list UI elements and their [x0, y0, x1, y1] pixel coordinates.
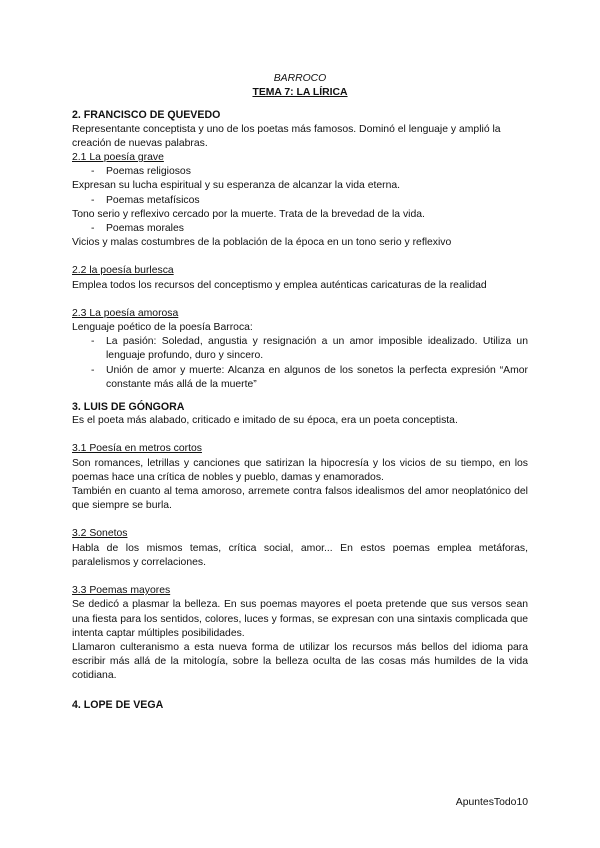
list-item: - Poemas metafísicos: [72, 194, 528, 208]
subsection-heading-grave: 2.1 La poesía grave: [72, 152, 164, 164]
morales-text: Vicios y malas costumbres de la población de la época en un tono serio y reflexivo: [72, 237, 452, 249]
page-subtitle: BARROCO: [273, 73, 327, 84]
cortos-text-2: También en cuanto al tema amoroso, arremete contra falsos idealismos del amor neoplatónico del que siempre se burla.: [72, 486, 528, 512]
amorosa-intro: Lenguaje poético de la poesía Barroca:: [72, 322, 253, 334]
grave-list-metafisicos: [72, 194, 528, 208]
subsection-heading-amorosa: 2.3 La poesía amorosa: [72, 307, 179, 319]
page-footer: ApuntesTodo10: [455, 797, 528, 808]
subsection-heading-sonetos: 3.2 Sonetos: [72, 528, 128, 540]
amorosa-list: [72, 335, 528, 392]
page-content: [72, 72, 528, 712]
religiosos-text: Expresan su lucha espiritual y su esperanza de alcanzar la vida eterna.: [72, 180, 401, 192]
sonetos-text: Habla de los mismos temas, crítica social, amor... En estos poemas emplea metáforas, paralelismos y correlaciones.: [72, 542, 528, 568]
list-item: - Poemas morales: [72, 222, 528, 236]
subsection-heading-mayores: 3.3 Poemas mayores: [72, 585, 171, 597]
list-item: - Poemas religiosos: [72, 165, 528, 179]
subsection-heading-cortos: 3.1 Poesía en metros cortos: [72, 443, 202, 455]
grave-list-religiosos: [72, 165, 528, 179]
subsection-heading-burlesca: 2.2 la poesía burlesca: [72, 265, 174, 277]
list-item: - La pasión: Soledad, angustia y resignación a un amor imposible idealizado. Utiliza un lenguaje profundo, duro y sincero.: [72, 335, 528, 363]
quevedo-intro: Representante conceptista y uno de los poetas más famosos. Dominó el lenguaje y amplió la creación de nuevas palabras.: [72, 123, 501, 149]
list-item: - Unión de amor y muerte: Alcanza en algunos de los sonetos la perfecta expresión “Amor constante más allá de la muerte”: [72, 364, 528, 392]
section-heading-quevedo: 2. FRANCISCO DE QUEVEDO: [72, 109, 221, 122]
mayores-text-2: Llamaron culteranismo a esta nueva forma de utilizar los recursos más bellos del idioma para escribir más allá de la mitología, sobre la belleza oculta de las cosas más humildes de la vida cotidiana.: [72, 641, 528, 682]
section-heading-gongora: 3. LUIS DE GÓNGORA: [72, 401, 185, 414]
section-heading-lope: 4. LOPE DE VEGA: [72, 698, 164, 711]
mayores-text-1: Se dedicó a plasmar la belleza. En sus poemas mayores el poeta pretende que sus versos sean una fiesta para los sentidos, colores, luces y formas, se expresan con una sintaxis complicada que intenta captar múltiples posibilidades.: [72, 599, 528, 639]
cortos-text-1: Son romances, letrillas y canciones que satirizan la hipocresía y los vicios de su tiempo, en los poemas hace una crítica de nobles y pueblo, damas y enamorados.: [72, 457, 528, 483]
metafisicos-text: Tono serio y reflexivo cercado por la muerte. Trata de la brevedad de la vida.: [72, 208, 425, 220]
gongora-intro: Es el poeta más alabado, criticado e imitado de su época, era un poeta conceptista.: [72, 415, 458, 427]
grave-list-morales: [72, 222, 528, 236]
burlesca-text: Emplea todos los recursos del conceptismo y emplea auténticas caricaturas de la realidad: [72, 279, 487, 291]
page-title: TEMA 7: LA LÍRICA: [252, 87, 348, 99]
